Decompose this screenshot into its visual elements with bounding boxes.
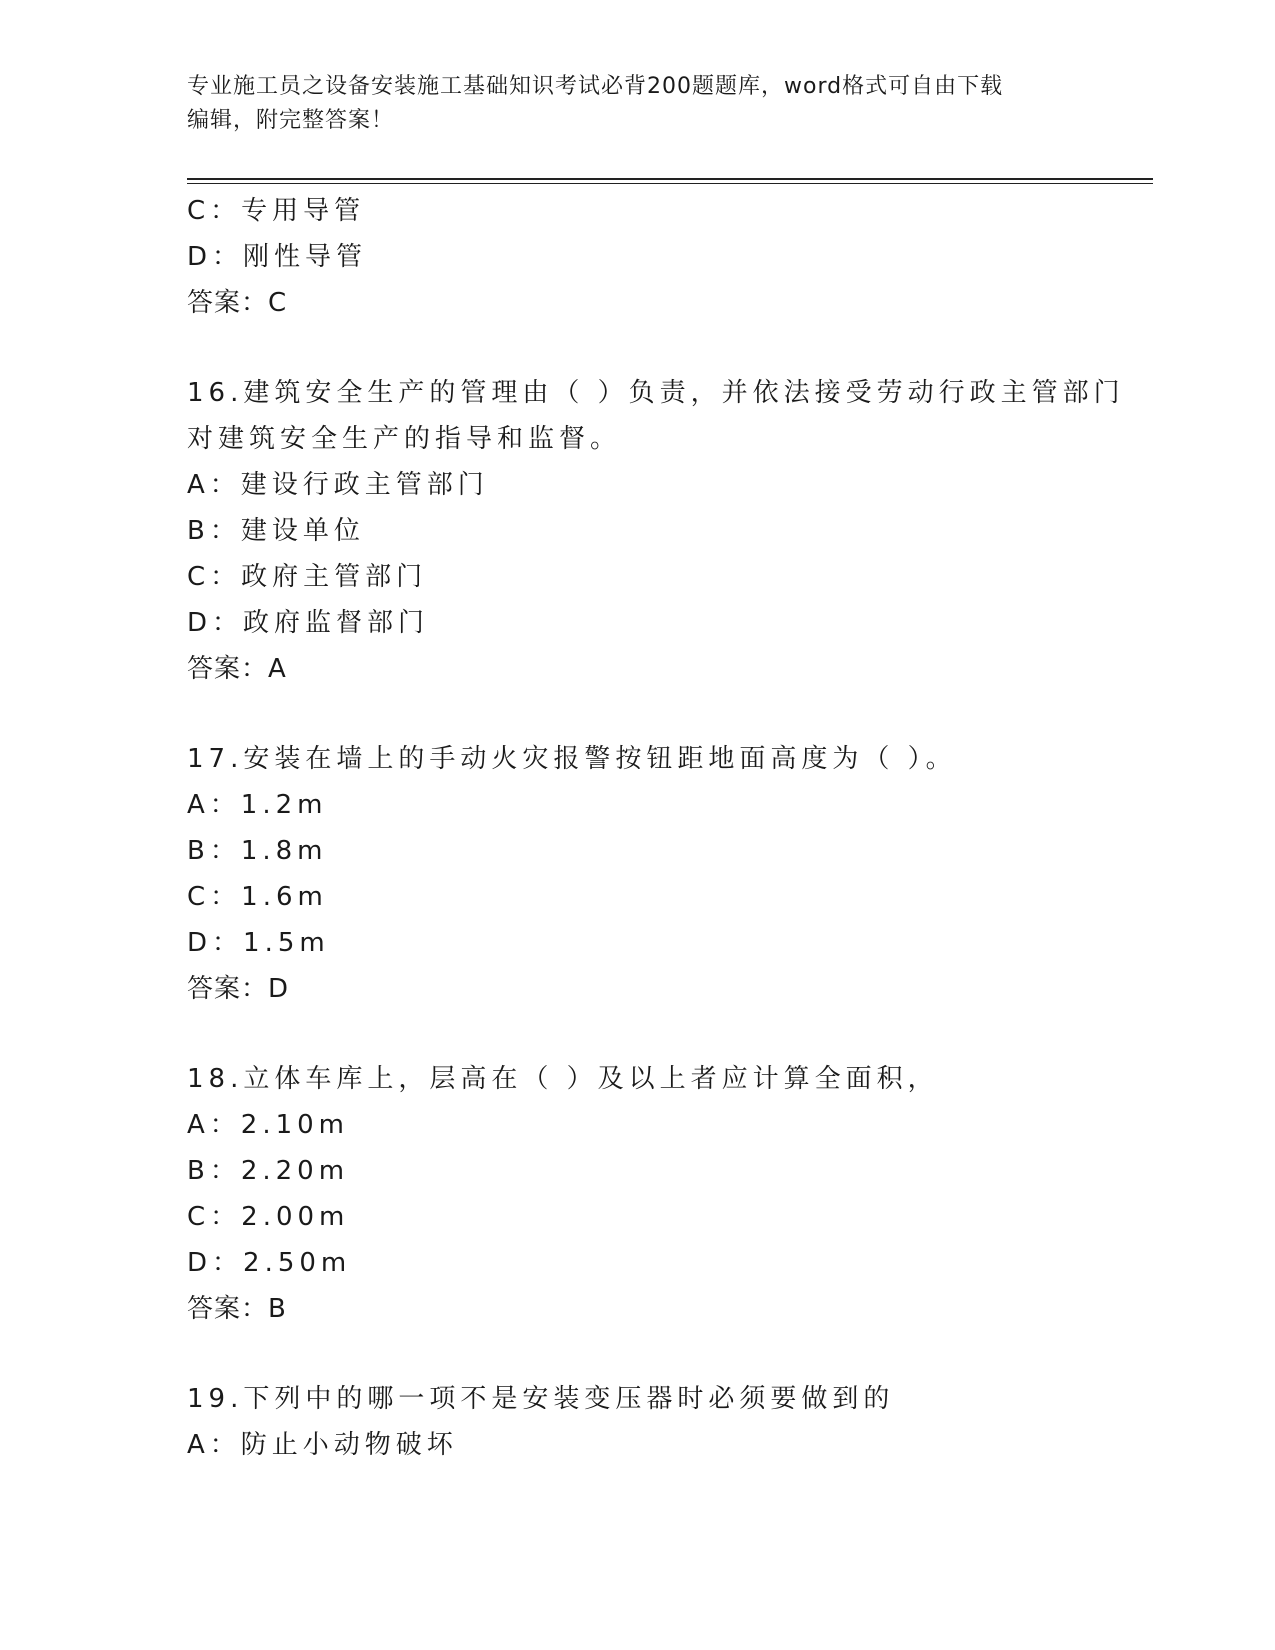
question-17 <box>187 736 1137 1012</box>
option-d: D：2.50m <box>187 1248 352 1278</box>
answer: 答案：C <box>187 288 288 318</box>
option-c: C：政府主管部门 <box>187 562 428 592</box>
option-b: B：建设单位 <box>187 516 365 546</box>
option-b: B：1.8m <box>187 836 328 866</box>
question-text: 18.立体车库上，层高在（ ）及以上者应计算全面积， <box>187 1064 939 1094</box>
option-c: C：2.00m <box>187 1202 350 1232</box>
question-text-line-2: 对建筑安全生产的指导和监督。 <box>187 424 622 454</box>
option-a: A：1.2m <box>187 790 328 820</box>
spacer <box>187 1332 1137 1376</box>
header-divider-thin <box>187 183 1153 184</box>
option-c: C：1.6m <box>187 882 328 912</box>
question-15-tail <box>187 188 1137 326</box>
question-text: 19.下列中的哪一项不是安装变压器时必须要做到的 <box>187 1384 895 1414</box>
question-19 <box>187 1376 1137 1468</box>
option-d: D：刚性导管 <box>187 242 368 272</box>
question-list <box>187 188 1137 1468</box>
document-header <box>187 70 1087 138</box>
option-c: C：专用导管 <box>187 196 366 226</box>
spacer <box>187 692 1137 736</box>
header-title-line-1: 专业施工员之设备安装施工基础知识考试必背200题题库，word格式可自由下载 <box>187 74 1004 99</box>
answer: 答案：D <box>187 974 290 1004</box>
option-a: A：2.10m <box>187 1110 350 1140</box>
header-title-line-2: 编辑，附完整答案！ <box>187 108 395 133</box>
answer: 答案：B <box>187 1294 287 1324</box>
question-16 <box>187 370 1137 692</box>
option-d: D：1.5m <box>187 928 330 958</box>
option-d: D：政府监督部门 <box>187 608 430 638</box>
spacer <box>187 326 1137 370</box>
header-divider-thick <box>187 178 1153 180</box>
answer: 答案：A <box>187 654 287 684</box>
spacer <box>187 1012 1137 1056</box>
question-18 <box>187 1056 1137 1332</box>
question-text-line-1: 16.建筑安全生产的管理由（ ）负责，并依法接受劳动行政主管部门 <box>187 378 1125 408</box>
option-a: A：建设行政主管部门 <box>187 470 489 500</box>
option-b: B：2.20m <box>187 1156 350 1186</box>
question-text: 17.安装在墙上的手动火灾报警按钮距地面高度为（ ）。 <box>187 744 957 774</box>
option-a: A：防止小动物破坏 <box>187 1430 458 1460</box>
